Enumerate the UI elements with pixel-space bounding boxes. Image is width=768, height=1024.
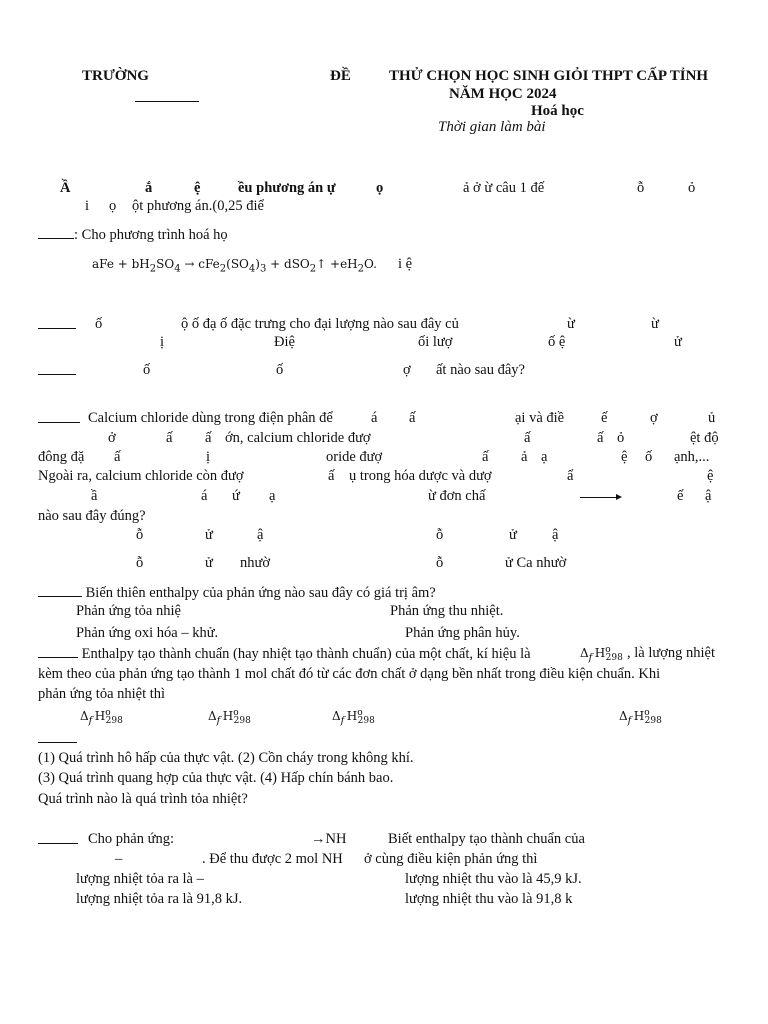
question-7-blank bbox=[38, 730, 77, 743]
q2-frag: ối lượ bbox=[418, 334, 453, 350]
question-4 bbox=[38, 410, 80, 428]
equation-1: aFe + $bH_2SO_4 \to cFe_2(SO_4)_3$ + dSO$_2$↑ $+eH_2O$. bbox=[92, 257, 377, 275]
q4-frag: ụ trong hóa dược và dượ bbox=[349, 468, 492, 484]
q7-line: (3) Quá trình quang hợp của thực vật. (4) Hấp chín bánh bao. bbox=[38, 770, 394, 786]
reaction-arrow bbox=[580, 490, 620, 507]
instruction-frag: i bbox=[85, 198, 90, 214]
q4-frag: ố bbox=[645, 449, 653, 465]
q4-option: ử bbox=[205, 527, 213, 543]
instruction-frag: ều phương án ự bbox=[238, 180, 336, 196]
q4-option: ử Ca nhườ bbox=[505, 555, 567, 571]
question-number-blank bbox=[38, 410, 80, 423]
q4-frag: oride đượ bbox=[326, 449, 383, 465]
question-6-line1 bbox=[38, 645, 531, 663]
question-number-blank bbox=[38, 362, 76, 375]
question-1 bbox=[38, 226, 228, 244]
q4-frag: ớn, calcium chloride đượ bbox=[225, 430, 371, 446]
q4-option: ậ bbox=[552, 527, 559, 543]
q4-frag: á bbox=[371, 410, 378, 426]
q8-option-b: lượng nhiệt thu vào là 45,9 kJ. bbox=[405, 871, 582, 887]
q8-frag: Cho phản ứng: bbox=[88, 831, 174, 847]
enthalpy-symbol: $\Delta_f$ $H^o_{298}$ bbox=[580, 645, 623, 664]
q4-frag: ạnh,... bbox=[674, 449, 710, 465]
question-1-text: : Cho phương trình hoá họ bbox=[74, 227, 228, 243]
q4-frag: ệ bbox=[707, 468, 714, 484]
q2-frag: ừ bbox=[651, 316, 659, 332]
question-number-blank bbox=[38, 584, 82, 597]
q5-option-b: Phản ứng thu nhiệt. bbox=[390, 603, 504, 619]
q2-frag: ố ệ bbox=[548, 334, 566, 350]
q4-frag: ệt độ bbox=[690, 430, 719, 446]
question-number-blank bbox=[38, 226, 74, 239]
q4-frag: nào sau đây đúng? bbox=[38, 508, 146, 524]
q8-frag: →NH bbox=[311, 831, 347, 847]
question-5 bbox=[38, 584, 436, 602]
q8-frag: . Để thu được 2 mol NH bbox=[202, 851, 343, 867]
q4-option: ỗ bbox=[136, 527, 144, 543]
q4-frag: ấ bbox=[597, 430, 604, 446]
instruction-frag: ỏ bbox=[688, 180, 696, 196]
exam-time: Thời gian làm bài bbox=[438, 119, 546, 135]
q4-frag: Ngoài ra, calcium chloride còn đượ bbox=[38, 468, 244, 484]
instruction-frag: ỗ bbox=[637, 180, 645, 196]
q4-frag: ị bbox=[206, 449, 211, 465]
q4-frag: ầ bbox=[91, 488, 98, 504]
q4-frag: ấ bbox=[409, 410, 416, 426]
q8-option-d: lượng nhiệt thu vào là 91,8 k bbox=[405, 891, 573, 907]
exam-subject: Hoá học bbox=[531, 103, 584, 119]
q4-option: ỗ bbox=[136, 555, 144, 571]
q6-text: , là lượng nhiệt bbox=[627, 645, 716, 661]
q4-frag: á bbox=[201, 488, 208, 504]
instruction-frag: ọ bbox=[109, 198, 117, 214]
instruction-frag: Ầ bbox=[60, 180, 71, 196]
q4-option: ậ bbox=[257, 527, 264, 543]
q4-frag: ấ bbox=[114, 449, 121, 465]
exam-year: NĂM HỌC 2024 bbox=[449, 86, 557, 102]
question-2-line1 bbox=[38, 316, 76, 334]
q2-frag: ử bbox=[674, 334, 682, 350]
q4-option: nhườ bbox=[240, 555, 271, 571]
q4-frag: ấ bbox=[205, 430, 212, 446]
q7-line: (1) Quá trình hô hấp của thực vật. (2) Cồn cháy trong không khí. bbox=[38, 750, 414, 766]
q4-frag: ấ bbox=[166, 430, 173, 446]
q8-frag: ở cùng điều kiện phản ứng thì bbox=[364, 851, 538, 867]
q4-frag: ỏ bbox=[617, 430, 625, 446]
q4-frag: ại và điề bbox=[515, 410, 565, 426]
q6-option-b: $\Delta_f$ $H^o_{298}$ bbox=[208, 708, 251, 727]
q5-option-a: Phản ứng tỏa nhiệ bbox=[76, 603, 181, 619]
q4-frag: ệ bbox=[621, 449, 628, 465]
instruction-frag: ắ bbox=[145, 180, 153, 196]
q7-line: Quá trình nào là quá trình tỏa nhiệt? bbox=[38, 791, 248, 807]
q4-frag: ấ bbox=[482, 449, 489, 465]
question-number-blank bbox=[38, 645, 78, 658]
q4-frag: ứ bbox=[232, 488, 240, 504]
q4-frag: ạ bbox=[541, 449, 548, 465]
question-1-tail: i ệ bbox=[398, 256, 413, 272]
q4-frag: ợ bbox=[650, 410, 658, 426]
instruction-frag: ệ bbox=[194, 180, 201, 196]
q4-frag: ấ bbox=[328, 468, 335, 484]
question-8 bbox=[38, 831, 78, 849]
q5-option-d: Phản ứng phân hủy. bbox=[405, 625, 520, 641]
question-number-blank bbox=[38, 316, 76, 329]
q4-option: ỗ bbox=[436, 555, 444, 571]
q6-option-d: $\Delta_f$ $H^o_{298}$ bbox=[619, 708, 662, 727]
q4-frag: ế bbox=[677, 488, 684, 504]
exam-title: THỬ CHỌN HỌC SINH GIỎI THPT CẤP TỈNH bbox=[389, 68, 709, 84]
q3-frag: ất nào sau đây? bbox=[436, 362, 525, 378]
school-name-blank bbox=[135, 91, 199, 102]
question-number-blank bbox=[38, 831, 78, 844]
q4-frag: Calcium chloride dùng trong điện phân để bbox=[88, 410, 333, 426]
instruction-frag: ả ở ừ câu 1 đế bbox=[463, 180, 545, 196]
q6-text: phản ứng tỏa nhiệt thì bbox=[38, 686, 166, 702]
q2-frag: ộ ố đạ ố đặc trưng cho đại lượng nào sau đây củ bbox=[181, 316, 459, 332]
q4-option: ỗ bbox=[436, 527, 444, 543]
q6-option-c: $\Delta_f$ $H^o_{298}$ bbox=[332, 708, 375, 727]
q8-frag: Biết enthalpy tạo thành chuẩn của bbox=[388, 831, 585, 847]
q8-option-c: lượng nhiệt tỏa ra là 91,8 kJ. bbox=[76, 891, 243, 907]
q8-frag: – bbox=[115, 851, 123, 867]
q3-frag: ợ bbox=[403, 362, 411, 378]
q6-text: Enthalpy tạo thành chuẩn (hay nhiệt tạo thành chuẩn) của một chất, kí hiệu là bbox=[81, 646, 531, 662]
q4-frag: ở bbox=[108, 430, 116, 446]
instruction-frag: ột phương án.(0,25 điể bbox=[132, 198, 264, 214]
q2-frag: ị bbox=[160, 334, 165, 350]
q4-frag: ủ bbox=[708, 410, 716, 426]
q4-frag: ạ bbox=[269, 488, 276, 504]
question-3 bbox=[38, 362, 76, 380]
q3-frag: ố bbox=[276, 362, 284, 378]
q4-option: ử bbox=[205, 555, 213, 571]
q4-frag: ả bbox=[521, 449, 528, 465]
q4-frag: ẩ bbox=[567, 468, 574, 484]
q4-frag: ậ bbox=[705, 488, 712, 504]
q2-frag: ố bbox=[95, 316, 103, 332]
q6-text: kèm theo của phản ứng tạo thành 1 mol chất đó từ các đơn chất ở dạng bền nhất trong điều kiện chuẩn. Khi bbox=[38, 666, 661, 682]
q4-frag: ế bbox=[601, 410, 608, 426]
school-label: TRƯỜNG bbox=[82, 68, 149, 84]
instruction-frag: ọ bbox=[376, 180, 384, 196]
q4-frag: đông đặ bbox=[38, 449, 85, 465]
q4-frag: ừ đơn chấ bbox=[428, 488, 486, 504]
q3-frag: ố bbox=[143, 362, 151, 378]
q4-option: ử bbox=[509, 527, 517, 543]
q2-frag: Điệ bbox=[274, 334, 295, 350]
q5-option-c: Phản ứng oxi hóa – khử. bbox=[76, 625, 219, 641]
q2-frag: ừ bbox=[567, 316, 575, 332]
de-label: ĐỀ bbox=[330, 68, 351, 84]
question-5-text: Biến thiên enthalpy của phản ứng nào sau đây có giá trị âm? bbox=[85, 585, 436, 601]
q4-frag: ấ bbox=[524, 430, 531, 446]
q6-option-a: $\Delta_f$ $H^o_{298}$ bbox=[80, 708, 123, 727]
q8-option-a: lượng nhiệt tỏa ra là – bbox=[76, 871, 204, 887]
